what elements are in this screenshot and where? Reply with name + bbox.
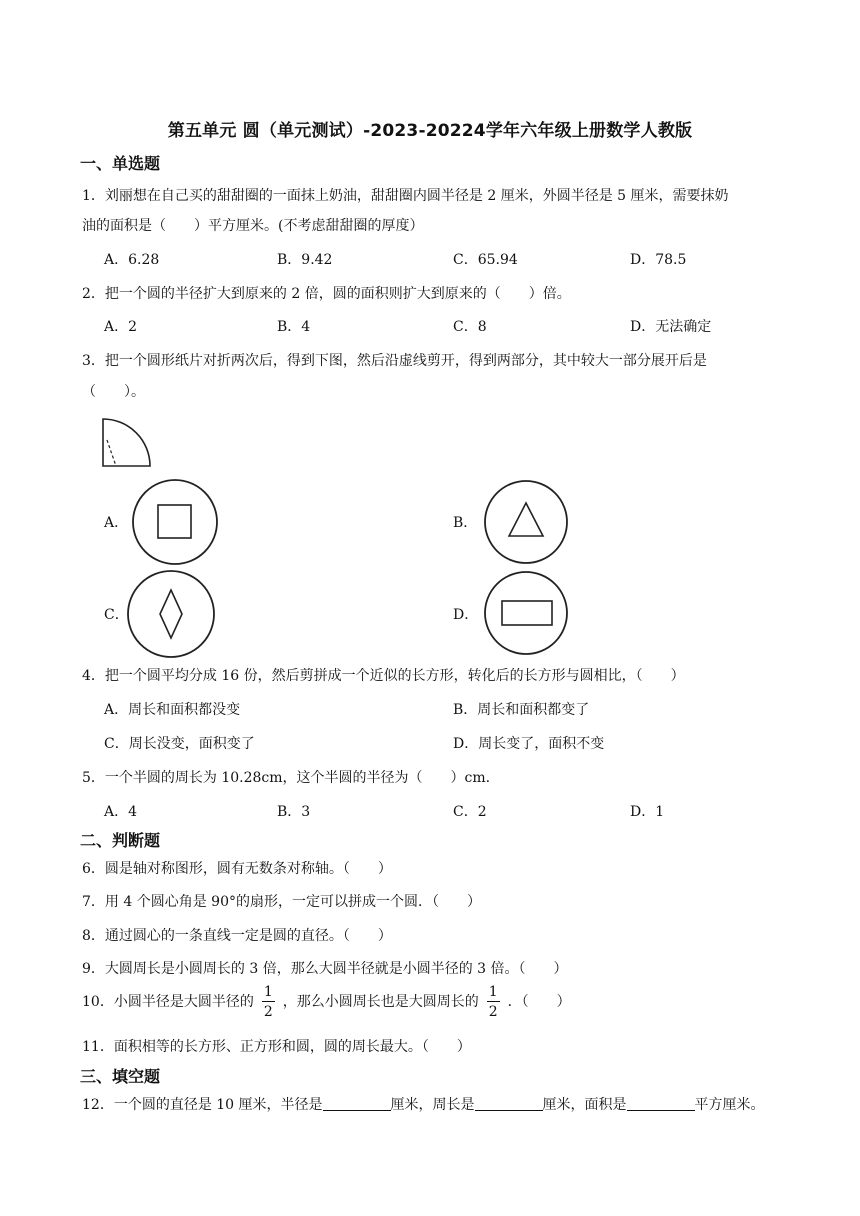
section-heading-fill-blank: 三、填空题 (80, 1067, 161, 1086)
q3-option-d-label: D． (453, 607, 479, 623)
q7-text: 7．用 4 个圆心角是 90°的扇形，一定可以拼成一个圆．（ ） (82, 894, 481, 910)
cut-line-dashed (107, 440, 116, 466)
q2-option-d: D．无法确定 (630, 319, 712, 335)
q6-text: 6．圆是轴对称图形，圆有无数条对称轴。（ ） (82, 861, 392, 877)
q1-option-b: B．9.42 (277, 252, 333, 268)
section-heading-single-choice: 一、单选题 (80, 154, 161, 173)
circumference-answer-blank[interactable] (475, 1096, 543, 1111)
q12-part1: 12．一个圆的直径是 10 厘米，半径是 (82, 1097, 323, 1113)
q4-option-a: A．周长和面积都没变 (104, 702, 241, 718)
q1-option-d: D．78.5 (630, 252, 687, 268)
radius-answer-blank[interactable] (323, 1096, 391, 1111)
q4-option-c: C．周长没变，面积变了 (104, 736, 255, 752)
fraction-numerator: 1 (488, 984, 498, 1000)
q10-part1: 10．小圆半径是大圆半径的 (82, 994, 254, 1010)
fraction-numerator: 1 (263, 984, 273, 1000)
q3-text-line2: （ ）。 (82, 384, 145, 400)
q12-text (82, 1094, 765, 1114)
fraction-one-half (262, 985, 275, 1019)
q8-text: 8．通过圆心的一条直线一定是圆的直径。（ ） (82, 928, 392, 944)
q3-text-line1: 3．把一个圆形纸片对折两次后，得到下图，然后沿虚线剪开，得到两部分，其中较大一部分展开后是 (82, 353, 707, 369)
q4-text: 4．把一个圆平均分成 16 份，然后剪拼成一个近似的长方形，转化后的长方形与圆相比，（ ） (82, 668, 685, 684)
q3-option-b-label: B． (453, 515, 478, 531)
folded-paper-figure (100, 416, 154, 470)
q4-option-b: B．周长和面积都变了 (453, 702, 590, 718)
q3-option-a-figure-square-icon (130, 479, 220, 567)
fraction-denominator: 2 (488, 1004, 498, 1020)
q1-option-a: A．6.28 (104, 252, 160, 268)
q1-option-c: C．65.94 (453, 252, 518, 268)
fraction-denominator: 2 (263, 1004, 273, 1020)
q3-option-b-figure-triangle-icon (483, 479, 571, 567)
page-title: 第五单元 圆（单元测试）-2023-20224学年六年级上册数学人教版 (167, 121, 693, 141)
q10-part3: ．（ ） (507, 994, 571, 1010)
q5-option-a: A．4 (104, 804, 138, 820)
q12-part4: 平方厘米。 (694, 1097, 765, 1113)
q3-option-c-label: C． (104, 607, 129, 623)
q11-text: 11．面积相等的长方形、正方形和圆，圆的周长最大。（ ） (82, 1039, 471, 1055)
q2-text: 2．把一个圆的半径扩大到原来的 2 倍，圆的面积则扩大到原来的（ ）倍。 (82, 286, 571, 302)
q12-part3: 厘米，面积是 (542, 1097, 627, 1113)
q3-option-d-figure-rectangle-icon (483, 570, 571, 658)
q5-option-d: D．1 (630, 804, 665, 820)
q5-option-c: C．2 (453, 804, 487, 820)
area-answer-blank[interactable] (627, 1096, 695, 1111)
q5-text: 5．一个半圆的周长为 10.28cm，这个半圆的半径为（ ）cm. (82, 770, 491, 786)
q9-text: 9．大圆周长是小圆周长的 3 倍，那么大圆半径就是小圆半径的 3 倍。（ ） (82, 961, 568, 977)
q2-option-b: B．4 (277, 319, 311, 335)
q12-part2: 厘米，周长是 (390, 1097, 475, 1113)
section-heading-true-false: 二、判断题 (80, 831, 161, 850)
q10-part2: ，那么小圆周长也是大圆周长的 (282, 994, 479, 1010)
q2-option-c: C．8 (453, 319, 487, 335)
fraction-one-half (487, 985, 500, 1019)
q1-text-line2: 油的面积是（ ）平方厘米。(不考虑甜甜圈的厚度） (82, 218, 424, 234)
q5-option-b: B．3 (277, 804, 311, 820)
q2-option-a: A．2 (104, 319, 138, 335)
q4-option-d: D．周长变了，面积不变 (453, 736, 605, 752)
q1-text-line1: 1．刘丽想在自己买的甜甜圈的一面抹上奶油，甜甜圈内圆半径是 2 厘米，外圆半径是 5 厘米，需要抹奶 (82, 188, 729, 204)
q3-option-a-label: A． (104, 515, 129, 531)
q10-text (82, 985, 571, 1019)
q3-option-c-figure-rhombus-icon (126, 569, 216, 659)
